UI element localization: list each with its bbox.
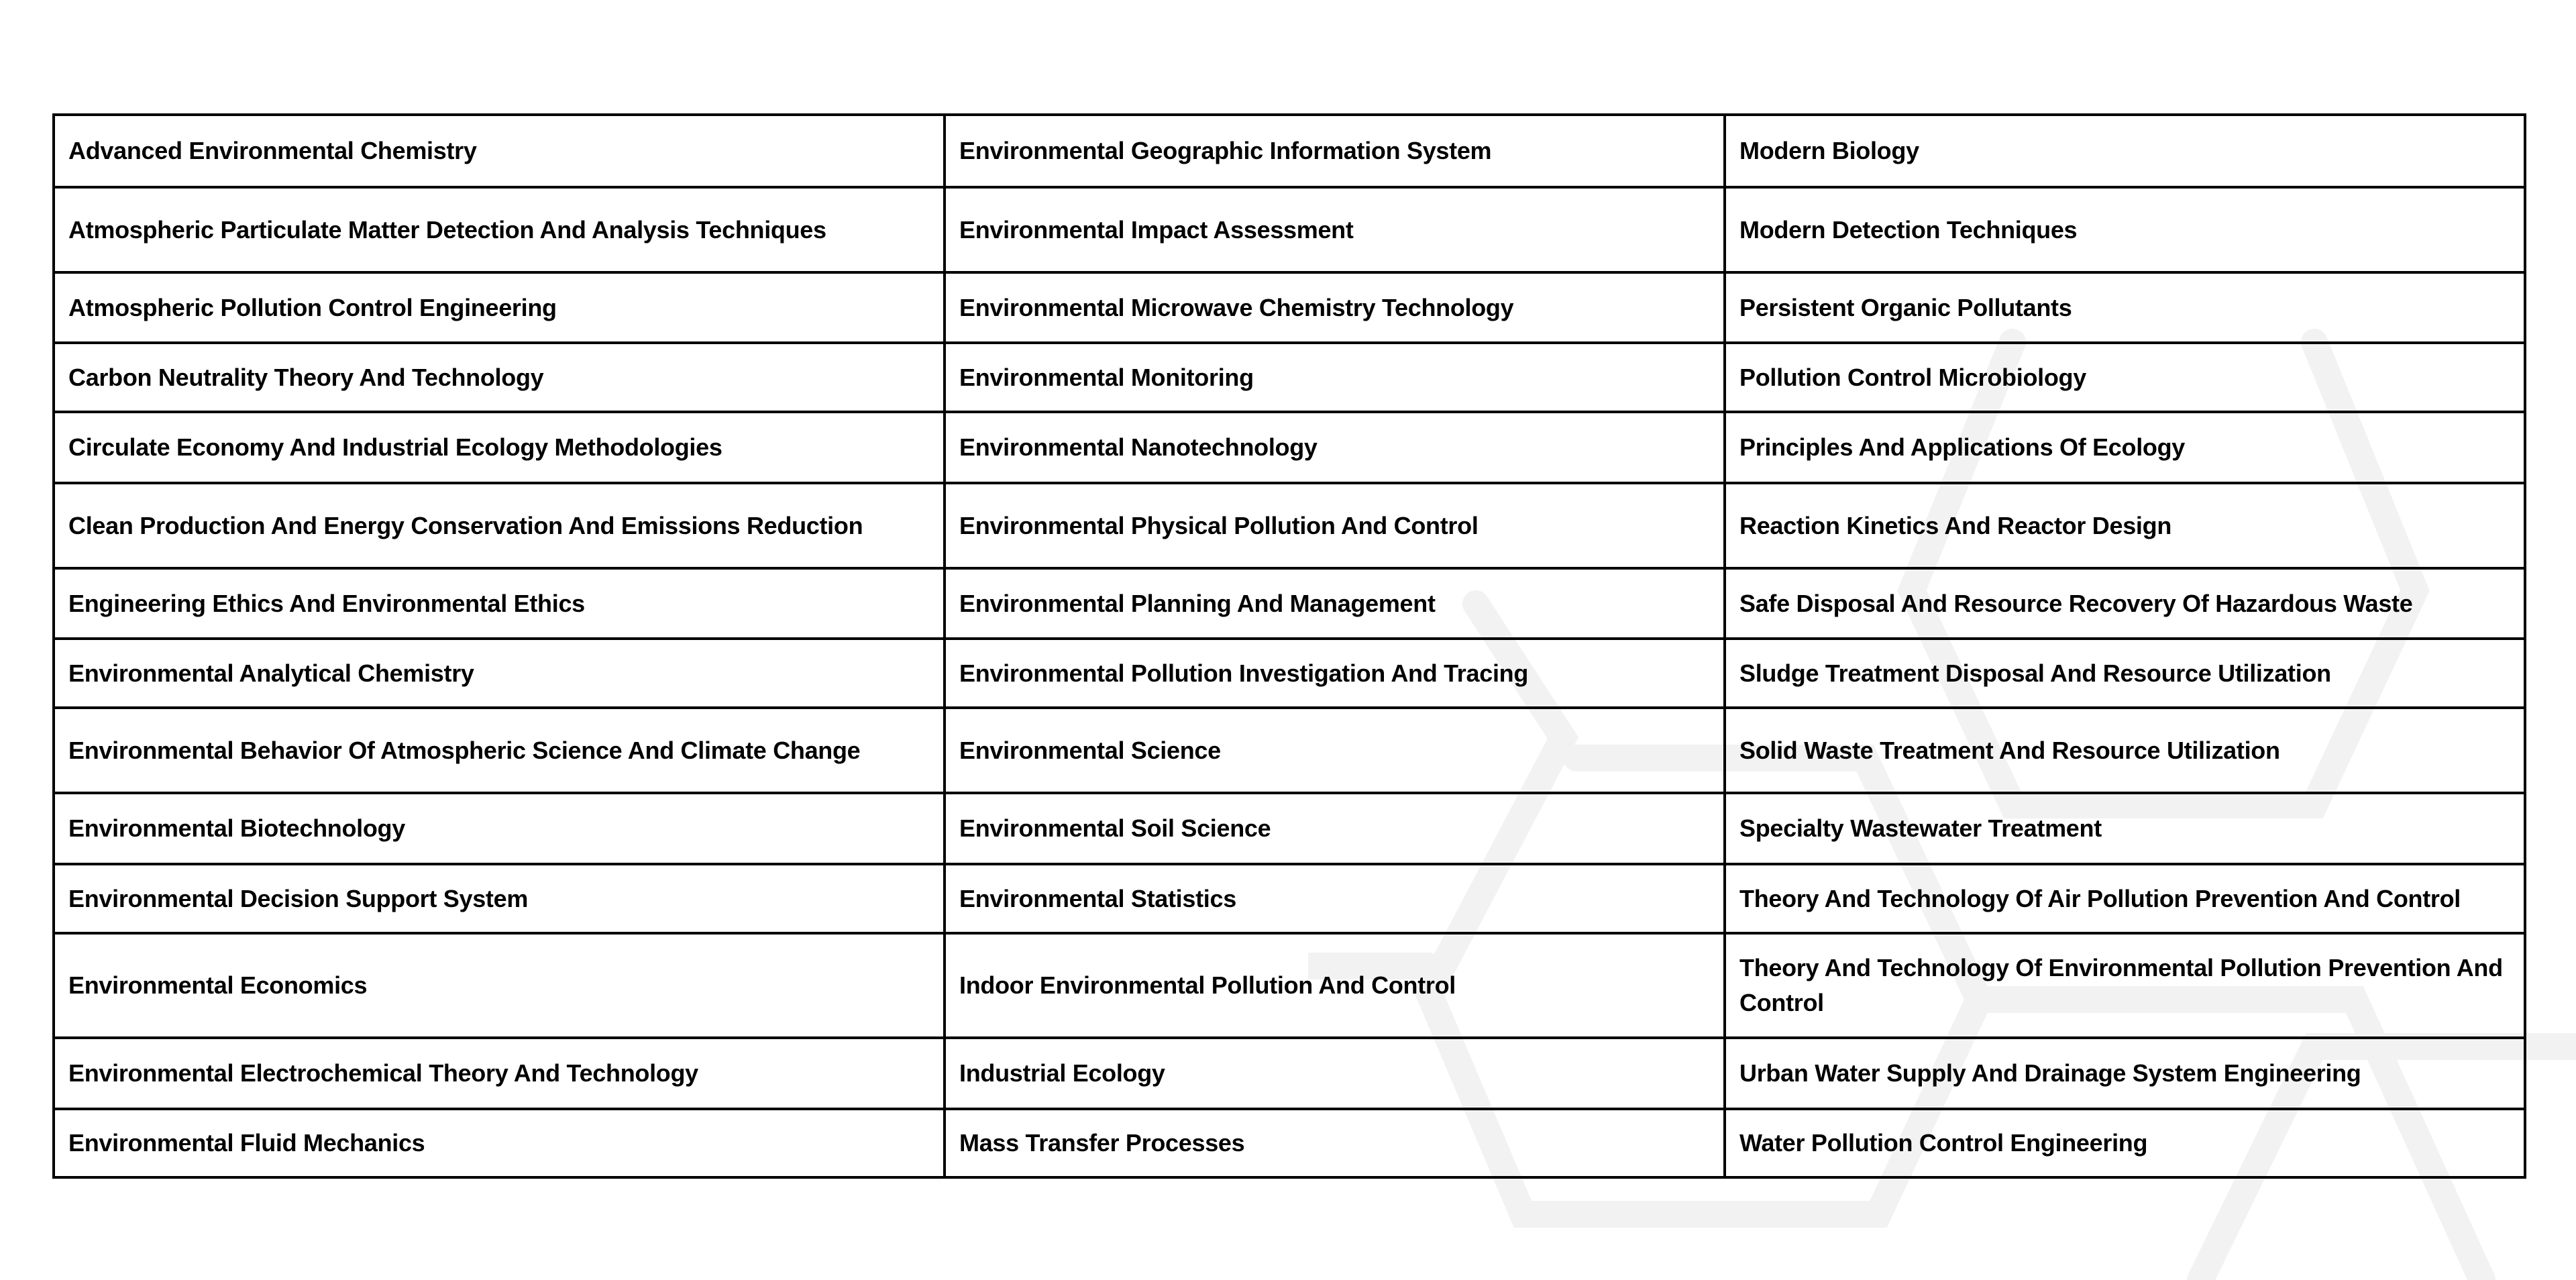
course-cell: Safe Disposal And Resource Recovery Of Hazardous Waste bbox=[1725, 568, 2525, 639]
course-cell: Advanced Environmental Chemistry bbox=[54, 115, 945, 187]
course-cell: Environmental Nanotechnology bbox=[945, 412, 1725, 483]
table-row bbox=[54, 272, 2525, 343]
table-row bbox=[54, 187, 2525, 272]
course-cell: Atmospheric Particulate Matter Detection And Analysis Techniques bbox=[54, 187, 945, 272]
course-cell: Environmental Pollution Investigation And Tracing bbox=[945, 639, 1725, 708]
course-cell: Solid Waste Treatment And Resource Utilization bbox=[1725, 708, 2525, 793]
table-row bbox=[54, 483, 2525, 568]
course-cell: Modern Biology bbox=[1725, 115, 2525, 187]
course-table bbox=[52, 113, 2526, 1179]
table-row bbox=[54, 412, 2525, 483]
table-row bbox=[54, 864, 2525, 933]
course-cell: Circulate Economy And Industrial Ecology Methodologies bbox=[54, 412, 945, 483]
table-row bbox=[54, 115, 2525, 187]
table-row bbox=[54, 1109, 2525, 1177]
course-cell: Environmental Statistics bbox=[945, 864, 1725, 933]
table-row bbox=[54, 793, 2525, 864]
course-cell: Reaction Kinetics And Reactor Design bbox=[1725, 483, 2525, 568]
course-cell: Environmental Electrochemical Theory And Technology bbox=[54, 1038, 945, 1109]
course-cell: Environmental Microwave Chemistry Technology bbox=[945, 272, 1725, 343]
course-cell: Carbon Neutrality Theory And Technology bbox=[54, 343, 945, 412]
course-cell: Environmental Fluid Mechanics bbox=[54, 1109, 945, 1177]
course-cell: Principles And Applications Of Ecology bbox=[1725, 412, 2525, 483]
course-cell: Environmental Science bbox=[945, 708, 1725, 793]
table-row bbox=[54, 639, 2525, 708]
course-cell: Indoor Environmental Pollution And Control bbox=[945, 933, 1725, 1038]
course-cell: Pollution Control Microbiology bbox=[1725, 343, 2525, 412]
course-cell: Environmental Physical Pollution And Control bbox=[945, 483, 1725, 568]
table-row bbox=[54, 343, 2525, 412]
course-cell: Engineering Ethics And Environmental Ethics bbox=[54, 568, 945, 639]
course-cell: Environmental Economics bbox=[54, 933, 945, 1038]
course-cell: Environmental Monitoring bbox=[945, 343, 1725, 412]
table-row bbox=[54, 1038, 2525, 1109]
course-cell: Sludge Treatment Disposal And Resource Utilization bbox=[1725, 639, 2525, 708]
course-cell: Mass Transfer Processes bbox=[945, 1109, 1725, 1177]
course-cell: Environmental Behavior Of Atmospheric Science And Climate Change bbox=[54, 708, 945, 793]
table-row bbox=[54, 708, 2525, 793]
course-cell: Theory And Technology Of Air Pollution Prevention And Control bbox=[1725, 864, 2525, 933]
course-cell: Environmental Soil Science bbox=[945, 793, 1725, 864]
course-cell: Modern Detection Techniques bbox=[1725, 187, 2525, 272]
course-cell: Environmental Geographic Information System bbox=[945, 115, 1725, 187]
course-cell: Environmental Planning And Management bbox=[945, 568, 1725, 639]
table-row bbox=[54, 933, 2525, 1038]
course-cell: Environmental Analytical Chemistry bbox=[54, 639, 945, 708]
course-cell: Environmental Impact Assessment bbox=[945, 187, 1725, 272]
course-cell: Clean Production And Energy Conservation And Emissions Reduction bbox=[54, 483, 945, 568]
course-cell: Persistent Organic Pollutants bbox=[1725, 272, 2525, 343]
course-cell: Water Pollution Control Engineering bbox=[1725, 1109, 2525, 1177]
table-row bbox=[54, 568, 2525, 639]
course-cell: Atmospheric Pollution Control Engineering bbox=[54, 272, 945, 343]
course-cell: Specialty Wastewater Treatment bbox=[1725, 793, 2525, 864]
course-cell: Environmental Decision Support System bbox=[54, 864, 945, 933]
course-cell: Theory And Technology Of Environmental Pollution Prevention And Control bbox=[1725, 933, 2525, 1038]
course-cell: Industrial Ecology bbox=[945, 1038, 1725, 1109]
course-cell: Urban Water Supply And Drainage System Engineering bbox=[1725, 1038, 2525, 1109]
course-cell: Environmental Biotechnology bbox=[54, 793, 945, 864]
